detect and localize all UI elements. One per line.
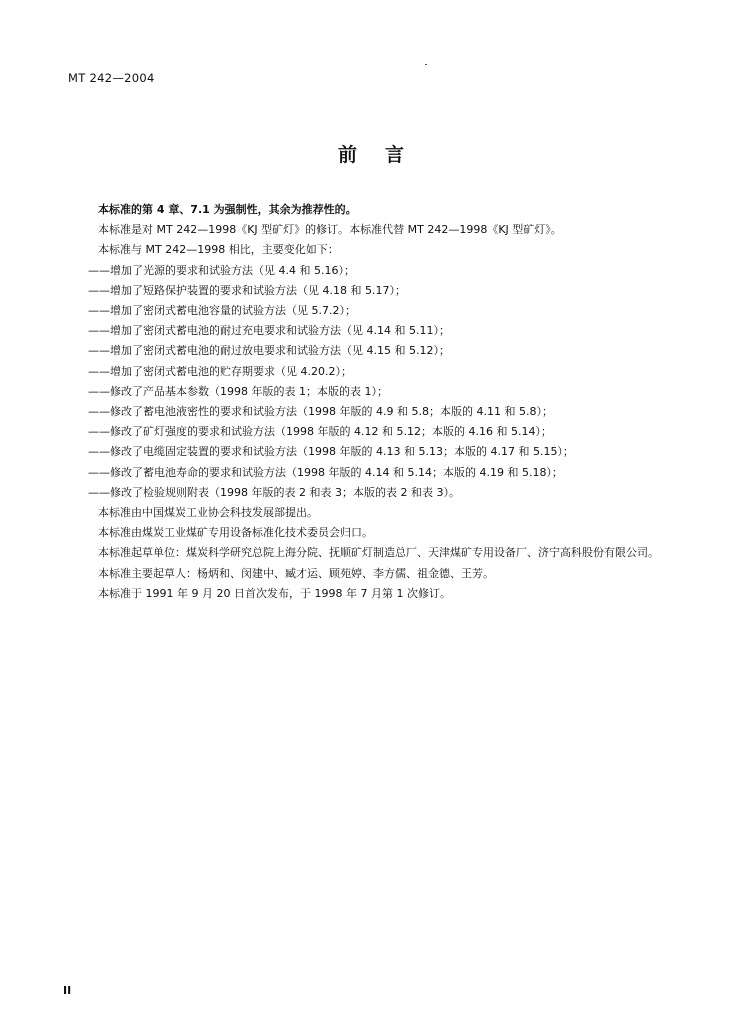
- standard-number-header: MT 242—2004: [68, 71, 155, 85]
- change-item: ——增加了密闭式蓄电池的贮存期要求（见 4.20.2）；: [88, 364, 352, 378]
- change-item: ——修改了检验规则附表（1998 年版的表 2 和表 3；本版的表 2 和表 3）。: [88, 485, 460, 499]
- change-item: ——修改了产品基本参数（1998 年版的表 1；本版的表 1）；: [88, 384, 388, 398]
- drafters-statement: 本标准主要起草人：杨炳和、闵建中、臧才运、顾苑婷、李方儒、祖金德、王芳。: [98, 566, 494, 580]
- page-number: II: [63, 984, 72, 997]
- scan-speck: [425, 64, 427, 65]
- page-title: 前言: [337, 144, 432, 166]
- mandatory-clause-statement: 本标准的第 4 章、7.1 为强制性，其余为推荐性的。: [98, 203, 357, 216]
- administrator-statement: 本标准由煤炭工业煤矿专用设备标准化技术委员会归口。: [98, 526, 373, 540]
- change-item: ——增加了密闭式蓄电池的耐过充电要求和试验方法（见 4.14 和 5.11）；: [88, 324, 450, 338]
- revision-statement: 本标准是对 MT 242—1998《KJ 型矿灯》的修订。本标准代替 MT 242—1998《KJ 型矿灯》。: [98, 223, 562, 237]
- change-item: ——增加了密闭式蓄电池容量的试验方法（见 5.7.2）；: [88, 304, 356, 318]
- change-item: ——增加了短路保护装置的要求和试验方法（见 4.18 和 5.17）；: [88, 283, 406, 297]
- change-item: ——修改了矿灯强度的要求和试验方法（1998 年版的 4.12 和 5.12；本版的 4.16 和 5.14）；: [88, 425, 552, 439]
- document-body: [68, 200, 682, 604]
- proposer-statement: 本标准由中国煤炭工业协会科技发展部提出。: [98, 506, 318, 520]
- change-item: ——修改了蓄电池寿命的要求和试验方法（1998 年版的 4.14 和 5.14；本版的 4.19 和 5.18）；: [88, 465, 563, 479]
- change-item: ——增加了光源的要求和试验方法（见 4.4 和 5.16）；: [88, 263, 355, 277]
- change-item: ——修改了蓄电池液密性的要求和试验方法（1998 年版的 4.9 和 5.8；本版的 4.11 和 5.8）；: [88, 405, 553, 419]
- drafting-units-statement: 本标准起草单位：煤炭科学研究总院上海分院、抚顺矿灯制造总厂、天津煤矿专用设备厂、济宁高科股份有限公司。: [98, 546, 659, 560]
- change-item: ——增加了密闭式蓄电池的耐过放电要求和试验方法（见 4.15 和 5.12）；: [88, 344, 450, 358]
- change-item: ——修改了电缆固定装置的要求和试验方法（1998 年版的 4.13 和 5.13；本版的 4.17 和 5.15）；: [88, 445, 574, 459]
- publication-history-statement: 本标准于 1991 年 9 月 20 日首次发布，于 1998 年 7 月第 1 次修订。: [98, 586, 451, 600]
- changes-intro: 本标准与 MT 242—1998 相比，主要变化如下：: [98, 243, 339, 257]
